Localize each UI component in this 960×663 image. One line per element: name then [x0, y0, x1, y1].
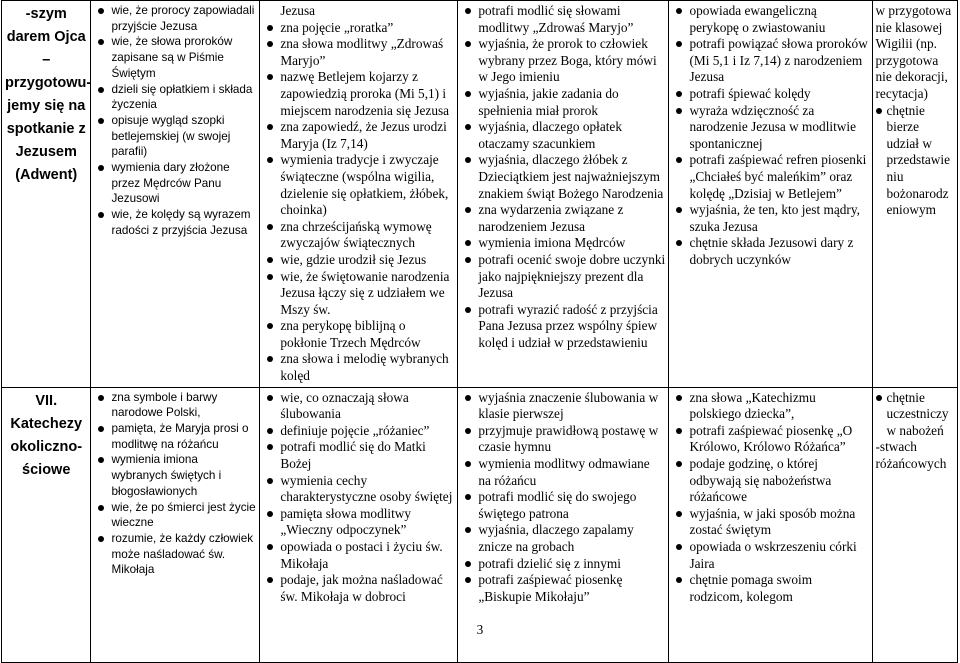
table-row: [2, 1, 958, 388]
requirements-cell: [91, 1, 260, 388]
list-item: wyjaśnia, jakie zadania do spełnienia miał prorok: [461, 86, 665, 119]
list-item: zna słowa „Katechizmu polskiego dziecka”,: [672, 390, 868, 423]
continuation-text: Jezusa: [280, 3, 316, 18]
list-item: potrafi zaśpiewać piosenkę „O Królowo, Królowo Różańca”: [672, 423, 868, 456]
list-item: zna zapowiedź, że Jezus urodzi Maryja (Iz 7,14): [263, 119, 454, 152]
list-item: wyjaśnia, że prorok to człowiek wybrany przez Boga, który mówi w Jego imieniu: [461, 36, 665, 86]
curriculum-table: [1, 0, 958, 663]
list-item: opowiada o postaci i życiu św. Mikołaja: [263, 539, 454, 572]
list-item: wie, że słowa proroków zapisane są w Piśmie Świętym: [94, 34, 256, 81]
list-item: zna pojęcie „roratka”: [263, 20, 454, 37]
list-item: wyjaśnia, dlaczego zapalamy znicze na grobach: [461, 522, 665, 555]
requirements-cell: [458, 387, 669, 662]
list-item: opowiada ewangeliczną perykopę o zwiastowaniu: [672, 3, 868, 36]
list-item: potrafi zaśpiewać refren piosenki „Chciałeś być maleńkim” oraz kolędę „Dzisiaj w Betlejem”: [672, 152, 868, 202]
list-item: potrafi zaśpiewać piosenkę „Biskupie Mikołaju”: [461, 572, 665, 605]
list-item: potrafi ocenić swoje dobre uczynki jako najpiękniejszy prezent dla Jezusa: [461, 252, 665, 302]
list-item: wie, że po śmierci jest życie wieczne: [94, 500, 256, 531]
list-item: wie, że kolędy są wyrazem radości z przyjścia Jezusa: [94, 207, 256, 238]
list-item: wymienia imiona Mędrców: [461, 235, 665, 252]
list-item: zna słowa modlitwy „Zdrowaś Maryjo”: [263, 36, 454, 69]
bullet-list: [263, 20, 454, 385]
section-title-occasional: [2, 387, 91, 662]
list-item: nazwę Betlejem kojarzy z zapowiedzią proroka (Mi 5,1) i miejscem narodzenia się Jezusa: [263, 69, 454, 119]
list-item: wie, że prorocy zapowiadali przyjście Jezusa: [94, 3, 256, 34]
bullet-list: [94, 3, 256, 239]
list-item: zna chrześcijańską wymowę zwyczajów świątecznych: [263, 219, 454, 252]
bullet-list: [876, 390, 955, 440]
bullet-list: [876, 103, 955, 219]
continuation-text: w przygotowa nie klasowej Wigilii (np. przygotowa nie dekoracji, recytacja): [875, 3, 952, 101]
bullet-list: [672, 3, 868, 269]
bullet-list: [263, 390, 454, 606]
list-item: wyraża wdzięczność za narodzenie Jezusa w modlitwie spontanicznej: [672, 103, 868, 153]
list-item: wie, co oznaczają słowa ślubowania: [263, 390, 454, 423]
table-row: [2, 387, 958, 662]
list-item: wymienia modlitwy odmawiane na różańcu: [461, 456, 665, 489]
list-item: wymienia tradycje i zwyczaje świąteczne (wspólna wigilia, dzielenie się opłatkiem, żłóbek, choinka): [263, 152, 454, 218]
requirements-cell: [260, 1, 458, 388]
list-item: zna wydarzenia związane z narodzeniem Jezusa: [461, 202, 665, 235]
list-item: zna perykopę biblijną o pokłonie Trzech Mędrców: [263, 318, 454, 351]
list-item: rozumie, że każdy człowiek może naśladować św. Mikołaja: [94, 531, 256, 578]
section-label: VII. Katechezy okoliczno-ściowe: [10, 392, 83, 478]
list-item: wyjaśnia, dlaczego opłatek otaczamy szacunkiem: [461, 119, 665, 152]
list-item: dzieli się opłatkiem i składa życzenia: [94, 82, 256, 113]
list-item: wyjaśnia, dlaczego żłóbek z Dzieciątkiem jest najważniejszym znakiem świąt Bożego Narodzenia: [461, 152, 665, 202]
list-item: wymienia cechy charakterystyczne osoby świętej: [263, 473, 454, 506]
continuation-text: -stwach różańcowych: [875, 439, 947, 472]
bullet-list: [672, 390, 868, 606]
list-item: potrafi modlić się do Matki Bożej: [263, 439, 454, 472]
list-item: podaje, jak można naśladować św. Mikołaja w dobroci: [263, 572, 454, 605]
list-item: zna słowa i melodię wybranych kolęd: [263, 351, 454, 384]
requirements-cell: [260, 387, 458, 662]
requirements-cell: [669, 387, 872, 662]
list-item: przyjmuje prawidłową postawę w czasie hymnu: [461, 423, 665, 456]
bullet-list: [461, 390, 665, 606]
list-item: wyjaśnia, że ten, kto jest mądry, szuka Jezusa: [672, 202, 868, 235]
section-title-advent: [2, 1, 91, 388]
list-item: opowiada o wskrzeszeniu córki Jaira: [672, 539, 868, 572]
list-item: wie, gdzie urodził się Jezus: [263, 252, 454, 269]
list-item: potrafi modlić się do swojego świętego patrona: [461, 489, 665, 522]
list-item: definiuje pojęcie „różaniec”: [263, 423, 454, 440]
list-item: potrafi wyrazić radość z przyjścia Pana Jezusa przez wspólny śpiew kolęd i udział w przedstawieniu: [461, 302, 665, 352]
list-item: potrafi modlić się słowami modlitwy „Zdrowaś Maryjo”: [461, 3, 665, 36]
requirements-cell: [872, 1, 958, 388]
list-item: wyjaśnia, w jaki sposób można zostać świętym: [672, 506, 868, 539]
list-item: potrafi śpiewać kolędy: [672, 86, 868, 103]
list-item: opisuje wygląd szopki betlejemskiej (w swojej parafii): [94, 113, 256, 160]
bullet-list: [94, 390, 256, 578]
list-item: wyjaśnia znaczenie ślubowania w klasie pierwszej: [461, 390, 665, 423]
list-item: potrafi dzielić się z innymi: [461, 556, 665, 573]
requirements-cell: [91, 387, 260, 662]
requirements-cell: [872, 387, 958, 662]
list-item: potrafi powiązać słowa proroków (Mi 5,1 i Iz 7,14) z narodzeniem Jezusa: [672, 36, 868, 86]
list-item: chętnie bierze udział w przedstawie niu bożonarodz eniowym: [876, 103, 955, 219]
list-item: wie, że świętowanie narodzenia Jezusa łączy się z udziałem we Mszy św.: [263, 269, 454, 319]
section-label: -szym darem Ojca – przygotowu-jemy się na spotkanie z Jezusem (Adwent): [5, 6, 92, 183]
list-item: chętnie składa Jezusowi dary z dobrych uczynków: [672, 235, 868, 268]
page-number: 3: [476, 622, 484, 637]
list-item: wymienia dary złożone przez Mędrców Panu Jezusowi: [94, 160, 256, 207]
requirements-cell: [669, 1, 872, 388]
list-item: wymienia imiona wybranych świętych i błogosławionych: [94, 452, 256, 499]
list-item: pamięta słowa modlitwy „Wieczny odpoczynek”: [263, 506, 454, 539]
bullet-list: [461, 3, 665, 351]
list-item: chętnie uczestniczy w nabożeń: [876, 390, 955, 440]
list-item: chętnie pomaga swoim rodzicom, kolegom: [672, 572, 868, 605]
list-item: podaje godzinę, o której odbywają się nabożeństwa różańcowe: [672, 456, 868, 506]
list-item: zna symbole i barwy narodowe Polski,: [94, 390, 256, 421]
requirements-cell: [458, 1, 669, 388]
list-item: pamięta, że Maryja prosi o modlitwę na różańcu: [94, 421, 256, 452]
